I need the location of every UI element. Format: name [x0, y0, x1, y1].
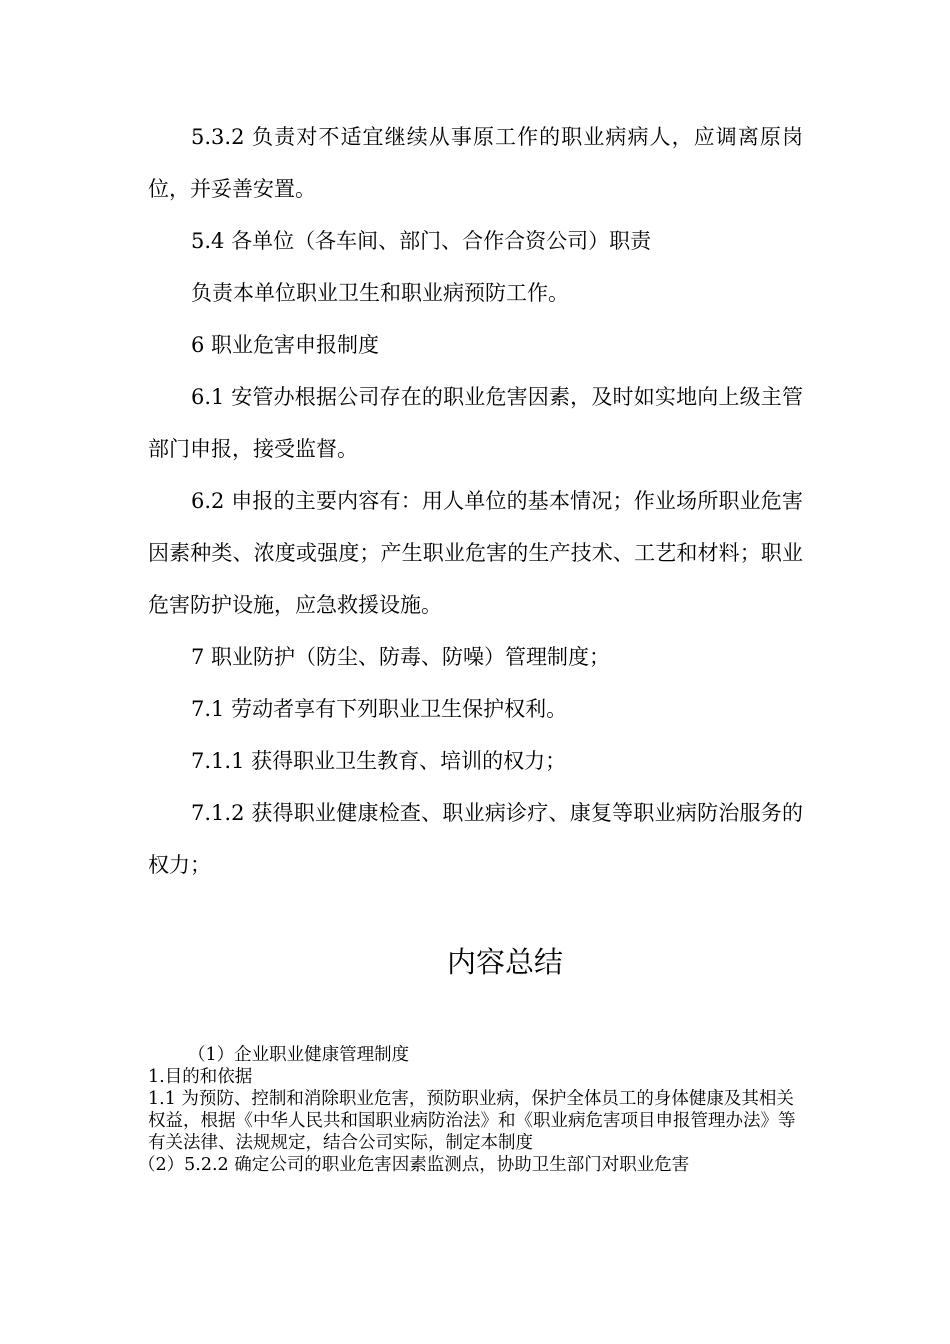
summary-line: 1.1 为预防、控制和消除职业危害，预防职业病，保护全体员工的身体健康及其相关权益，根据《中华人民共和国职业病防治法》和《职业病危害项目申报管理办法》等有关法律、法规规定，结合公司实际，制定本制度: [148, 1089, 796, 1153]
paragraph-5-3-2: 5.3.2 负责对不适宜继续从事原工作的职业病病人，应调离原岗位，并妥善安置。: [148, 125, 803, 201]
paragraph-5-4: 5.4 各单位（各车间、部门、合作合资公司）职责: [191, 229, 652, 253]
heading-6: 6 职业危害申报制度: [191, 333, 380, 357]
summary-section: [138, 1044, 803, 1176]
paragraph-6-1: 6.1 安管办根据公司存在的职业危害因素，及时如实地向上级主管部门申报，接受监督。: [148, 385, 803, 461]
paragraph-7-1-1: 7.1.1 获得职业卫生教育、培训的权力；: [191, 749, 567, 773]
summary-line: （1）企业职业健康管理制度: [188, 1045, 410, 1065]
summary-line: 1.目的和依据: [148, 1067, 253, 1087]
summary-line: （2）5.2.2 确定公司的职业危害因素监测点，协助卫生部门对职业危害: [138, 1155, 690, 1175]
body-text: [148, 111, 803, 891]
paragraph-5-4-body: 负责本单位职业卫生和职业病预防工作。: [191, 281, 569, 305]
summary-title: 内容总结: [446, 945, 563, 979]
paragraph-6-2: 6.2 申报的主要内容有：用人单位的基本情况；作业场所职业危害因素种类、浓度或强度；产生职业危害的生产技术、工艺和材料；职业危害防护设施，应急救援设施。: [148, 489, 803, 617]
heading-7: 7 职业防护（防尘、防毒、防噪）管理制度；: [191, 645, 611, 669]
paragraph-7-1-2: 7.1.2 获得职业健康检查、职业病诊疗、康复等职业病防治服务的权力；: [148, 801, 803, 877]
paragraph-7-1: 7.1 劳动者享有下列职业卫生保护权利。: [191, 697, 568, 721]
